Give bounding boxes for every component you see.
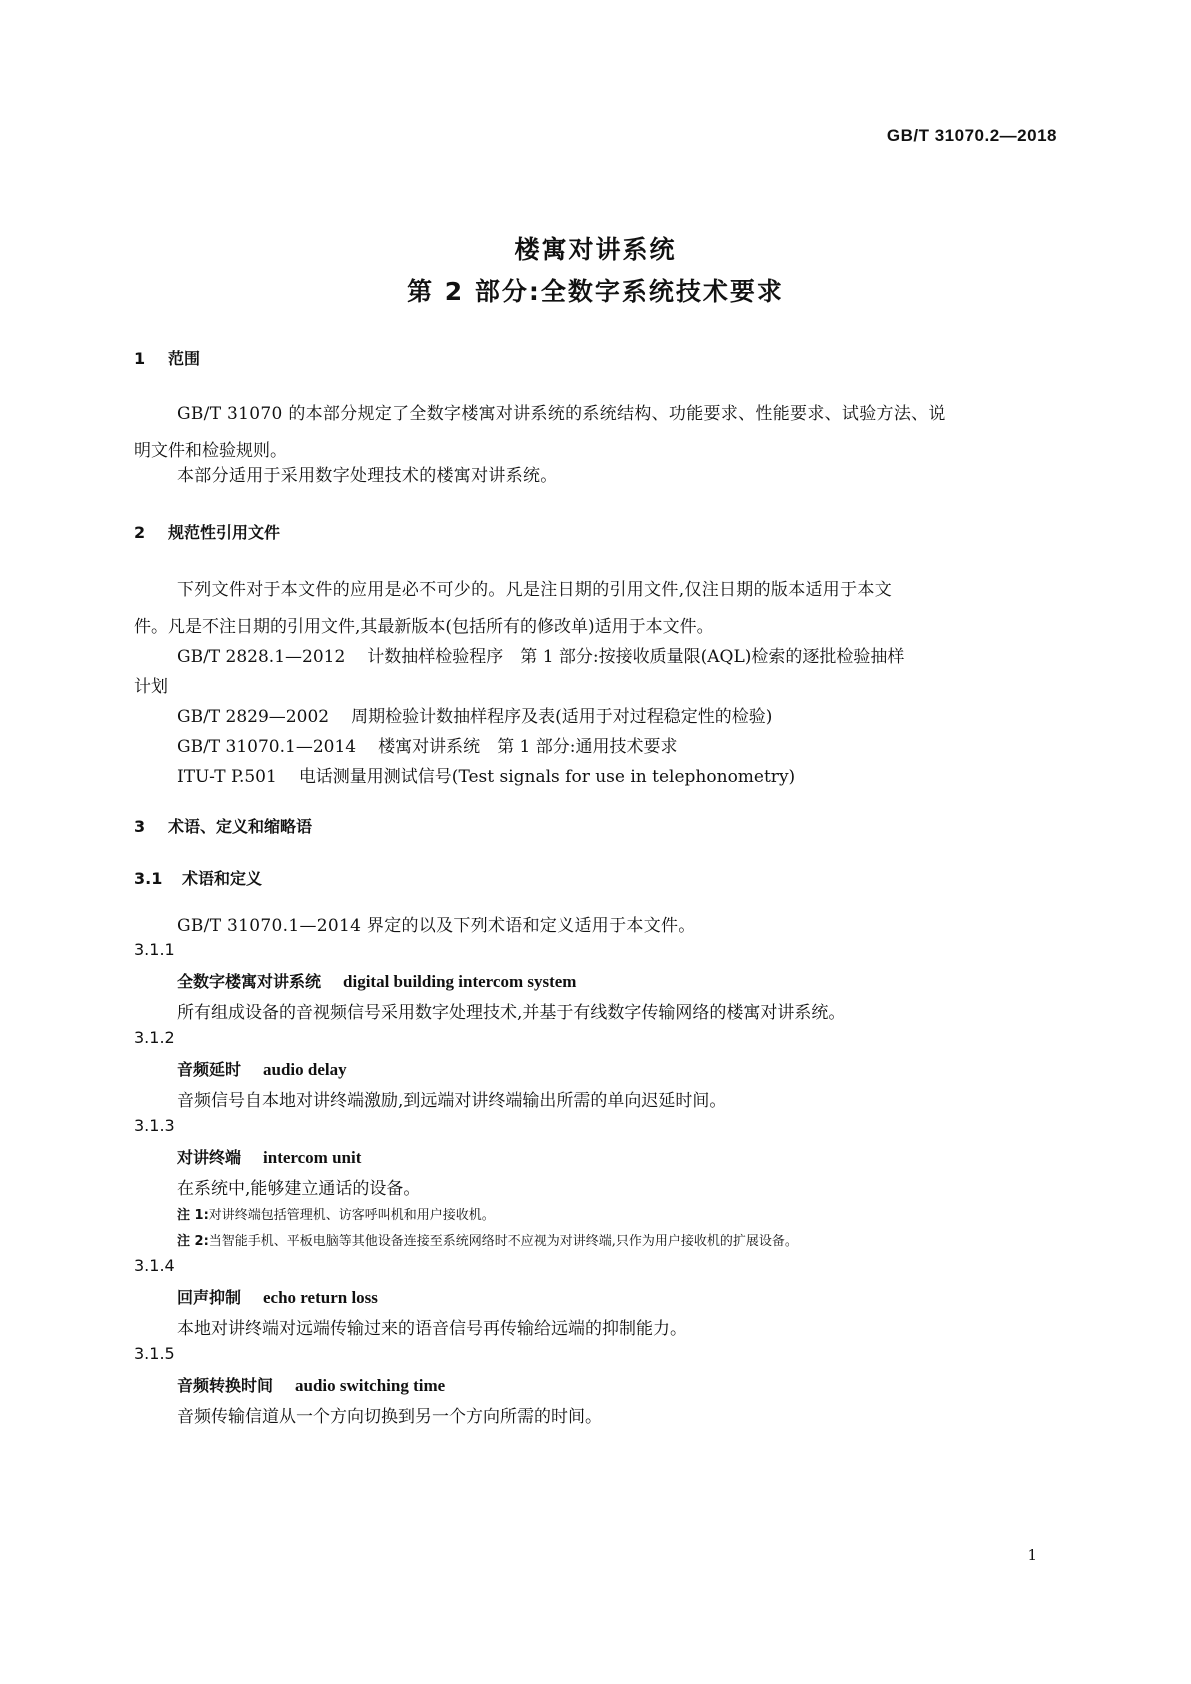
subsection-title: 术语和定义 (182, 869, 263, 888)
reference-code: GB/T 2828.1—2012 (177, 647, 346, 667)
reference-title: 电话测量用测试信号(Test signals for use in telephonometry) (298, 767, 796, 787)
page-number: 1 (1027, 1546, 1037, 1564)
reference-item (177, 702, 772, 727)
section-1-heading (134, 346, 200, 369)
term-number: 3.1.5 (134, 1344, 175, 1363)
section-title: 范围 (168, 349, 201, 368)
note (177, 1204, 495, 1223)
reference-code: GB/T 2829—2002 (177, 707, 330, 727)
section-2-paragraph-line-1: 下列文件对于本文件的应用是必不可少的。凡是注日期的引用文件,仅注日期的版本适用于本文 (177, 580, 893, 600)
section-1-paragraph-1-line-2: 明文件和检验规则。 (134, 441, 287, 461)
term-heading (177, 1145, 361, 1168)
section-2-heading (134, 520, 280, 543)
term-number: 3.1.4 (134, 1256, 175, 1275)
term-chinese: 全数字楼寓对讲系统 (177, 972, 322, 991)
reference-code: GB/T 31070.1—2014 (177, 737, 357, 757)
note-text: 当智能手机、平板电脑等其他设备连接至系统网络时不应视为对讲终端,只作为用户接收机的扩展设备。 (208, 1234, 798, 1249)
section-1-paragraph-1-line-1: GB/T 31070 的本部分规定了全数字楼寓对讲系统的系统结构、功能要求、性能要求、试验方法、说 (177, 404, 946, 424)
document-title: 楼寓对讲系统 (514, 235, 677, 264)
section-3-heading (134, 814, 312, 837)
section-number: 3 (134, 817, 146, 836)
note-text: 对讲终端包括管理机、访客呼叫机和用户接收机。 (208, 1208, 495, 1223)
term-english: intercom unit (263, 1148, 362, 1167)
term-definition: 音频传输信道从一个方向切换到另一个方向所需的时间。 (177, 1407, 602, 1427)
term-number: 3.1.3 (134, 1116, 175, 1135)
reference-item (177, 732, 677, 757)
note-label: 注 1: (177, 1208, 209, 1223)
reference-title: 计数抽样检验程序 第 1 部分:按接收质量限(AQL)检索的逐批检验抽样 (367, 647, 905, 667)
term-number: 3.1.2 (134, 1028, 175, 1047)
term-definition: 本地对讲终端对远端传输过来的语音信号再传输给远端的抑制能力。 (177, 1319, 687, 1339)
term-definition: 音频信号自本地对讲终端激励,到远端对讲终端输出所需的单向迟延时间。 (177, 1091, 727, 1111)
term-chinese: 回声抑制 (177, 1288, 242, 1307)
section-number: 1 (134, 349, 146, 368)
reference-item (177, 642, 904, 667)
term-english: audio delay (263, 1060, 347, 1079)
term-definition: 所有组成设备的音视频信号采用数字处理技术,并基于有线数字传输网络的楼寓对讲系统。 (177, 1003, 846, 1023)
reference-title: 周期检验计数抽样程序及表(适用于对过程稳定性的检验) (351, 707, 773, 727)
section-1-paragraph-2: 本部分适用于采用数字处理技术的楼寓对讲系统。 (177, 466, 558, 486)
section-title: 规范性引用文件 (168, 523, 281, 542)
section-title: 术语、定义和缩略语 (168, 817, 313, 836)
subsection-intro: GB/T 31070.1—2014 界定的以及下列术语和定义适用于本文件。 (177, 916, 696, 936)
note (177, 1230, 798, 1249)
section-number: 2 (134, 523, 146, 542)
document-subtitle: 第 2 部分:全数字系统技术要求 (407, 277, 784, 306)
term-english: echo return loss (263, 1288, 378, 1307)
reference-code: ITU-T P.501 (177, 767, 277, 787)
reference-title: 楼寓对讲系统 第 1 部分:通用技术要求 (378, 737, 678, 757)
term-english: audio switching time (295, 1376, 446, 1395)
term-chinese: 音频延时 (177, 1060, 242, 1079)
note-label: 注 2: (177, 1234, 209, 1249)
term-heading (177, 1057, 347, 1080)
subsection-number: 3.1 (134, 869, 163, 888)
subsection-3-1-heading (134, 866, 262, 889)
term-chinese: 对讲终端 (177, 1148, 242, 1167)
term-chinese: 音频转换时间 (177, 1376, 274, 1395)
term-heading (177, 969, 576, 992)
reference-item-continuation: 计划 (134, 677, 168, 697)
term-heading (177, 1373, 445, 1396)
term-definition: 在系统中,能够建立通话的设备。 (177, 1179, 421, 1199)
reference-item (177, 762, 795, 787)
section-2-paragraph-line-2: 件。凡是不注日期的引用文件,其最新版本(包括所有的修改单)适用于本文件。 (134, 617, 714, 637)
term-english: digital building intercom system (343, 972, 577, 991)
standard-code: GB/T 31070.2—2018 (886, 126, 1057, 145)
term-number: 3.1.1 (134, 940, 175, 959)
term-heading (177, 1285, 378, 1308)
